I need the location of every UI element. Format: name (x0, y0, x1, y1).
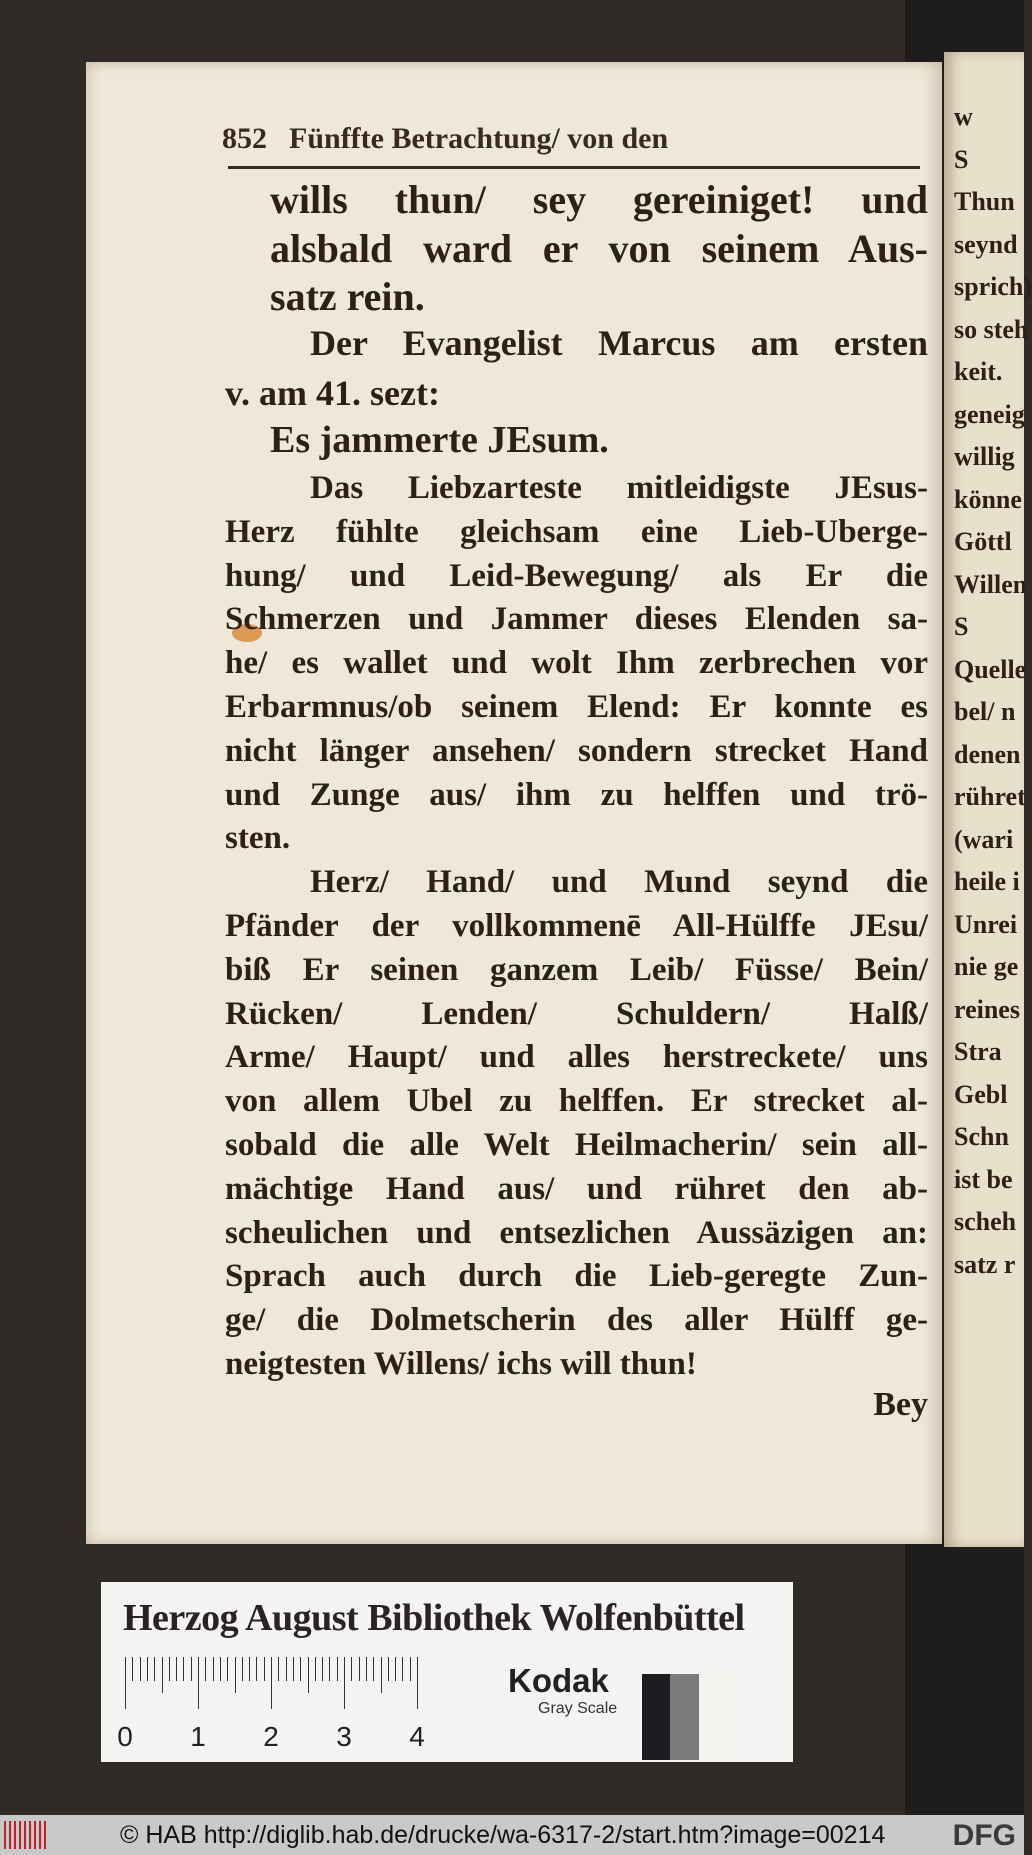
ruler-tick (162, 1657, 163, 1693)
text-line: Erbarmnus/ob seinem Elend: Er konnte es (225, 689, 928, 725)
facing-text-line: Gebl (954, 1079, 1008, 1109)
facing-text-line: so steh (954, 314, 1029, 344)
ruler-tick (176, 1657, 177, 1681)
facing-text-line: S (954, 612, 969, 641)
ruler-tick (147, 1657, 148, 1681)
hab-logo-icon (4, 1821, 48, 1849)
facing-text-line: Thun (954, 187, 1015, 216)
text-line: Rücken/ Lenden/ Schuldern/ Halß/ (225, 995, 928, 1032)
gray-scale-label: Gray Scale (538, 1700, 618, 1717)
text-line: Das Liebzarteste mitleidigste JEsus- (310, 470, 928, 506)
page-number: 852 (222, 122, 267, 155)
ruler-tick (242, 1657, 243, 1681)
kodak-brand: Kodak (508, 1662, 609, 1699)
ruler-tick (132, 1657, 133, 1681)
ruler-tick (366, 1657, 367, 1681)
text-line: mächtige Hand aus/ und rühret den ab- (225, 1170, 928, 1207)
text-line: satz rein. (270, 274, 425, 319)
ruler-tick (410, 1657, 411, 1681)
head-rule (228, 166, 920, 169)
facing-text-line: seynd (954, 229, 1018, 259)
facing-text-line: rühret (954, 782, 1026, 811)
ruler-tick (329, 1657, 330, 1681)
ruler-tick (227, 1657, 228, 1681)
ruler-tick (154, 1657, 155, 1681)
ruler-tick (213, 1657, 214, 1681)
copyright-link[interactable]: © HAB http://diglib.hab.de/drucke/wa-6317-2/start.htm?image=00214 (120, 1821, 886, 1849)
facing-text-line: satz r (954, 1249, 1016, 1279)
ruler-label: 4 (409, 1721, 425, 1752)
facing-text-line: keit. (954, 357, 1003, 386)
facing-text-line: Quelle (954, 654, 1027, 684)
facing-page (944, 52, 1032, 1547)
ruler-tick (395, 1657, 396, 1681)
ruler-tick (249, 1657, 250, 1681)
ruler-tick (125, 1657, 126, 1709)
catchword: Bey (873, 1386, 928, 1423)
ruler-tick (388, 1657, 389, 1681)
facing-text-line: (wari (954, 824, 1014, 854)
facing-text-line: nie ge (954, 952, 1019, 981)
facing-text-line: sprich) (954, 272, 1032, 301)
text-line: Herz fühlte gleichsam eine Lieb-Uberge- (225, 513, 928, 550)
ruler-tick (220, 1657, 221, 1681)
gray-swatch (670, 1674, 698, 1760)
ruler-tick (169, 1657, 170, 1681)
footer-bar (0, 1815, 1024, 1855)
facing-text-line: reines (954, 994, 1020, 1024)
text-line: alsbald ward er von seinem Aus- (270, 226, 928, 271)
facing-text-line: ist be (954, 1164, 1013, 1194)
text-line: he/ es wallet und wolt Ihm zerbrechen vor (225, 645, 928, 682)
facing-text-line: geneig (954, 399, 1025, 429)
text-line: und Zunge aus/ ihm zu helffen und trö- (225, 776, 928, 813)
ruler-tick (417, 1657, 418, 1709)
facing-text-line: Stra (954, 1037, 1002, 1066)
gray-swatch (642, 1674, 670, 1760)
text-line: v. am 41. sezt: (225, 373, 440, 413)
ruler-tick (373, 1657, 374, 1681)
facing-text-line: heile i (954, 867, 1020, 896)
ruler-tick (322, 1657, 323, 1681)
text-line: hung/ und Leid-Bewegung/ als Er die (225, 557, 928, 594)
ruler-tick (381, 1657, 382, 1693)
facing-text-line: bel/ n (954, 697, 1016, 726)
facing-text-line: willig (954, 442, 1015, 471)
facing-text-line: könne (954, 484, 1022, 514)
ruler-tick (402, 1657, 403, 1681)
text-line: sobald die alle Welt Heilmacherin/ sein all- (225, 1127, 928, 1163)
color-card (101, 1582, 793, 1762)
ruler-label: 0 (117, 1721, 133, 1752)
ruler-tick (264, 1657, 265, 1681)
dfg-logo: DFG (952, 1819, 1016, 1852)
ruler-tick (256, 1657, 257, 1681)
ruler-tick (315, 1657, 316, 1681)
ruler-tick (351, 1657, 352, 1681)
text-line: scheulichen und entsezlichen Aussäzigen an: (225, 1214, 928, 1251)
facing-text-line: w (954, 102, 973, 131)
text-line: Der Evangelist Marcus am ersten (310, 323, 928, 363)
gray-swatch (699, 1674, 727, 1760)
ruler (117, 1657, 425, 1757)
facing-text-line: Unrei (954, 909, 1018, 939)
facing-text-line: Schn (954, 1122, 1009, 1151)
ruler-tick (205, 1657, 206, 1681)
facing-text-line: denen (954, 739, 1021, 769)
ruler-tick (359, 1657, 360, 1681)
facing-text-line: Willen (954, 569, 1028, 599)
facing-text-line: Göttl (954, 527, 1012, 556)
ruler-tick (271, 1657, 272, 1709)
text-line: Arme/ Haupt/ und alles herstreckete/ uns (225, 1039, 928, 1076)
running-head (222, 122, 922, 156)
ruler-tick (293, 1657, 294, 1681)
library-name: Herzog August Bibliothek Wolfenbüttel (123, 1597, 745, 1639)
ruler-label: 2 (263, 1721, 279, 1752)
text-line: biß Er seinen ganzem Leib/ Füsse/ Bein/ (225, 951, 928, 988)
ruler-tick (278, 1657, 279, 1681)
ruler-tick (183, 1657, 184, 1681)
running-head-title: Fünffte Betrachtung/ von den (289, 122, 669, 155)
text-line: neigtesten Willens/ ichs will thun! (225, 1346, 697, 1382)
ruler-tick (344, 1657, 345, 1709)
ruler-tick (191, 1657, 192, 1681)
text-line: von allem Ubel zu helffen. Er strecket al- (225, 1083, 928, 1120)
facing-text-line: scheh (954, 1207, 1017, 1236)
ruler-tick (337, 1657, 338, 1681)
text-line: Sprach auch durch die Lieb-geregte Zun- (225, 1258, 928, 1295)
ruler-tick (198, 1657, 199, 1709)
text-line: Schmerzen und Jammer dieses Elenden sa- (225, 601, 928, 638)
text-line: Pfänder der vollkommenē All-Hülffe JEsu/ (225, 908, 928, 944)
ruler-tick (140, 1657, 141, 1681)
text-line: nicht länger ansehen/ sondern strecket Hand (225, 732, 928, 769)
ruler-tick (300, 1657, 301, 1681)
ruler-tick (308, 1657, 309, 1693)
text-line: ge/ die Dolmetscherin des aller Hülff ge- (225, 1302, 928, 1339)
ruler-tick (235, 1657, 236, 1693)
text-line: Es jammerte JEsum. (270, 419, 609, 461)
gray-swatches (642, 1674, 727, 1760)
ruler-tick (286, 1657, 287, 1681)
text-line: wills thun/ sey gereiniget! und (270, 177, 928, 222)
facing-text-line: S (954, 144, 969, 174)
ruler-label: 1 (190, 1721, 206, 1752)
text-line: sten. (225, 820, 291, 857)
text-line: Herz/ Hand/ und Mund seynd die (310, 864, 928, 901)
ruler-label: 3 (336, 1721, 352, 1752)
